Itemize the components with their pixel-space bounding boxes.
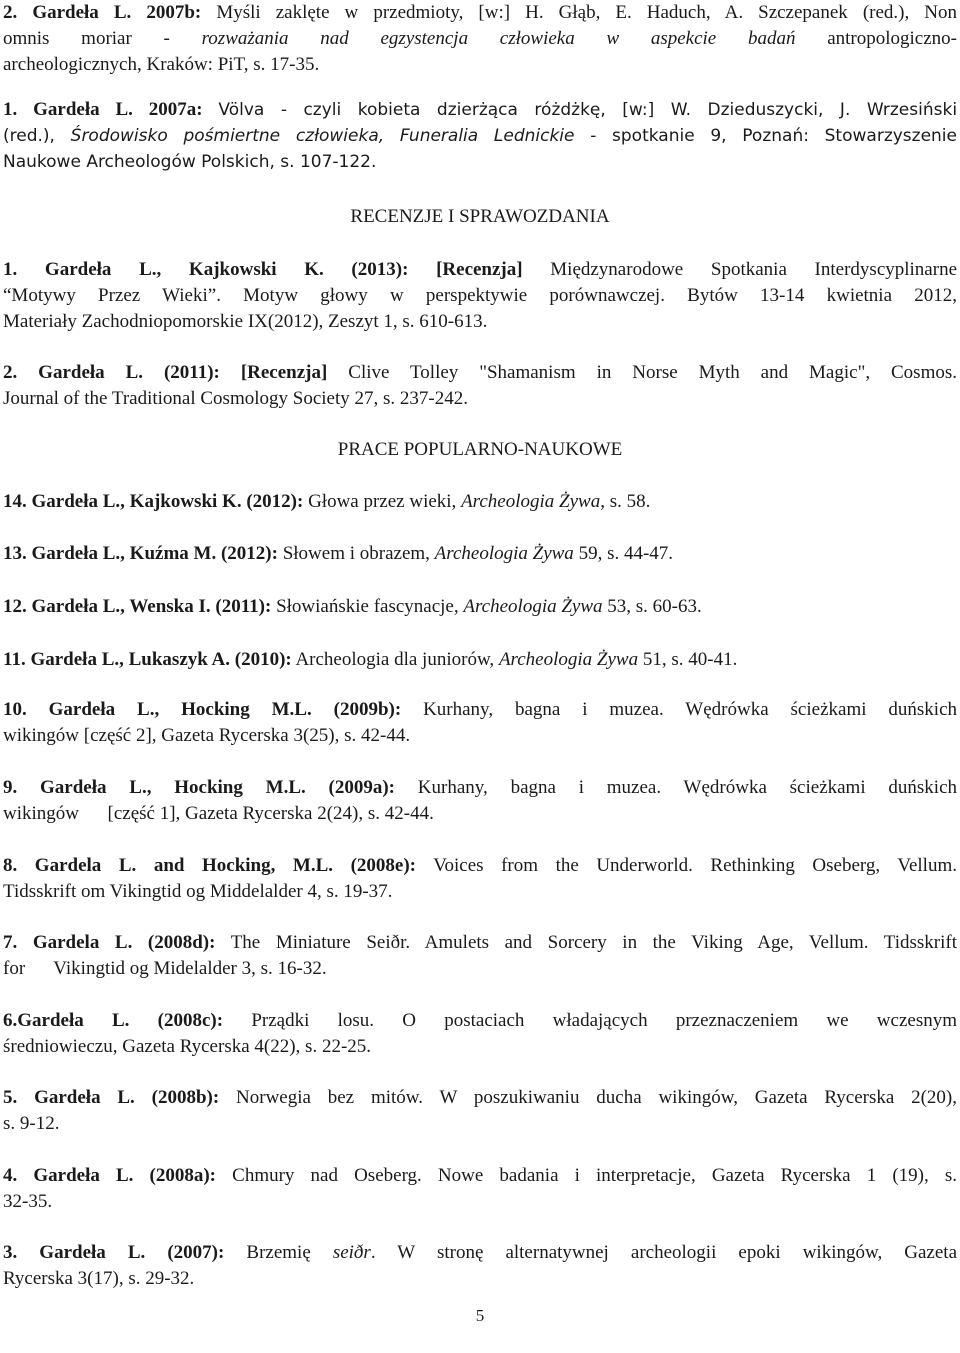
entry-number: 2. <box>3 2 18 23</box>
entry-text: s. 9-12. <box>3 1113 60 1134</box>
entry-author: 5. Gardeła L. (2008b): <box>3 1087 220 1108</box>
entry-text: wikingów [część 1], Gazeta Rycerska 2(24), s. 42-44. <box>3 803 434 824</box>
review-entry <box>3 360 957 412</box>
entry-text: 51, s. 40-41. <box>642 649 738 670</box>
entry-line <box>3 1163 957 1189</box>
entry-text: Völva - czyli kobieta dzierżąca różdżkę, [w:] W. Dzieduszycki, J. Wrzesiński <box>218 100 958 120</box>
entry-text: Słowiańskie fascynacje, <box>276 596 459 617</box>
publication-entry <box>3 0 957 78</box>
popular-entry <box>3 930 957 982</box>
entry-text: omnis moriar - <box>3 28 170 49</box>
entry-line <box>3 541 957 567</box>
entry-text: . W stronę alternatywnej archeologii epoki wikingów, Gazeta <box>370 1242 958 1263</box>
entry-line <box>3 149 957 175</box>
entry-author: 13. Gardeła L., Kuźma M. (2012): <box>3 543 278 564</box>
entry-line <box>3 956 957 982</box>
entry-author: 12. Gardeła L., Wenska I. (2011): <box>3 596 272 617</box>
entry-text: 32-35. <box>3 1191 53 1212</box>
entry-line <box>3 647 957 673</box>
popular-entry <box>3 697 957 749</box>
entry-line <box>3 1266 957 1292</box>
entry-text: Materiały Zachodniopomorskie IX(2012), Zeszyt 1, s. 610-613. <box>3 311 488 332</box>
entry-italic-title: rozważania nad egzystencja człowieka w aspekcie badań <box>201 28 796 49</box>
entry-line <box>3 257 957 283</box>
entry-text: Naukowe Archeologów Polskich, s. 107-122. <box>3 152 377 172</box>
publication-entry <box>3 97 957 175</box>
entry-italic-title: seiðr <box>332 1242 371 1263</box>
entry-text: 53, s. 60-63. <box>607 596 702 617</box>
entry-author: 3. Gardeła L. (2007): <box>3 1242 225 1263</box>
entry-line <box>3 879 957 905</box>
entry-text: Głowa przez wieki, <box>308 491 457 512</box>
entry-italic-title: Archeologia Żywa <box>463 596 603 617</box>
entry-text: wikingów [część 2], Gazeta Rycerska 3(25), s. 42-44. <box>3 725 411 746</box>
entry-text: Chmury nad Oseberg. Nowe badania i interpretacje, Gazeta Rycerska 1 (19), s. <box>232 1165 958 1186</box>
popular-entry <box>3 1085 957 1137</box>
entry-italic-title: Środowisko pośmiertne człowieka, Funeralia Lednickie <box>70 126 575 146</box>
entry-italic-title: Archeologia Żywa <box>461 491 601 512</box>
entry-author: Gardeła L. <box>32 2 132 23</box>
section-heading-popular: PRACE POPULARNO-NAUKOWE <box>337 439 623 460</box>
entry-text: Brzemię <box>246 1242 311 1263</box>
entry-text: “Motywy Przez Wieki”. Motyw głowy w perspektywie porównawczej. Bytów 13-14 kwietnia 2012, <box>3 285 957 306</box>
entry-line <box>3 283 957 309</box>
entry-text: archeologicznych, Kraków: PiT, s. 17-35. <box>3 54 320 75</box>
entry-number: 1. <box>3 99 18 120</box>
entry-text: Prządki losu. O postaciach władających przeznaczeniem we wczesnym <box>251 1010 958 1031</box>
entry-line <box>3 1034 957 1060</box>
entry-year: 2007a: <box>148 99 203 120</box>
popular-entry <box>3 1008 957 1060</box>
entry-text: Kurhany, bagna i muzea. Wędrówka ścieżkami duńskich <box>417 777 957 798</box>
entry-text: Międzynarodowe Spotkania Interdyscyplinarne <box>550 259 957 280</box>
entry-italic-title: Archeologia Żywa <box>498 649 639 670</box>
entry-text: Słowem i obrazem, <box>282 543 430 564</box>
entry-author: Gardeła L. <box>33 99 133 120</box>
entry-author: 10. Gardeła L., Hocking M.L. (2009b): <box>3 699 402 720</box>
entry-line <box>3 1189 957 1215</box>
entry-text: Myśli zaklęte w przedmioty, [w:] H. Głąb, E. Haduch, A. Szczepanek (red.), Non <box>216 2 958 23</box>
popular-entry <box>3 1240 957 1292</box>
entry-line <box>3 489 957 515</box>
entry-line <box>3 1111 957 1137</box>
entry-text: - spotkanie 9, Poznań: Stowarzyszenie <box>590 126 957 146</box>
entry-text: The Miniature Seiðr. Amulets and Sorcery in the Viking Age, Vellum. Tidsskrift <box>230 932 957 953</box>
popular-entry <box>3 594 957 620</box>
entry-line <box>3 97 957 123</box>
entry-line <box>3 360 957 386</box>
entry-text: średniowieczu, Gazeta Rycerska 4(22), s. 22-25. <box>3 1036 372 1057</box>
entry-line <box>3 1085 957 1111</box>
popular-entry <box>3 541 957 567</box>
entry-line <box>3 0 957 26</box>
entry-line <box>3 1240 957 1266</box>
page-number: 5 <box>475 1306 485 1325</box>
review-entry <box>3 257 957 335</box>
entry-text: for Vikingtid og Midelalder 3, s. 16-32. <box>3 958 327 979</box>
entry-text: (red.), <box>3 126 55 146</box>
entry-author: 4. Gardeła L. (2008a): <box>3 1165 217 1186</box>
popular-entry <box>3 1163 957 1215</box>
entry-line <box>3 801 957 827</box>
entry-line <box>3 697 957 723</box>
entry-text: antropologiczno- <box>827 28 957 49</box>
entry-line <box>3 723 957 749</box>
popular-entry <box>3 853 957 905</box>
entry-line <box>3 52 957 78</box>
entry-author: 2. Gardeła L. (2011): [Recenzja] <box>3 362 328 383</box>
entry-text: 59, s. 44-47. <box>578 543 674 564</box>
section-heading-reviews: RECENZJE I SPRAWOZDANIA <box>350 206 610 227</box>
entry-text: Journal of the Traditional Cosmology Society 27, s. 237-242. <box>3 388 468 409</box>
entry-author: 6.Gardeła L. (2008c): <box>3 1010 224 1031</box>
entry-line <box>3 309 957 335</box>
entry-line <box>3 26 957 52</box>
popular-entry <box>3 775 957 827</box>
entry-text: Clive Tolley "Shamanism in Norse Myth and Magic", Cosmos. <box>348 362 958 383</box>
entry-author: 9. Gardeła L., Hocking M.L. (2009a): <box>3 777 396 798</box>
entry-line <box>3 386 957 412</box>
entry-year: 2007b: <box>146 2 202 23</box>
entry-text: Norwegia bez mitów. W poszukiwaniu ducha wikingów, Gazeta Rycerska 2(20), <box>236 1087 958 1108</box>
entry-line <box>3 853 957 879</box>
entry-author: 11. Gardeła L., Lukaszyk A. (2010): <box>3 649 292 670</box>
popular-entry <box>3 489 957 515</box>
entry-text: Rycerska 3(17), s. 29-32. <box>3 1268 195 1289</box>
entry-text: Tidsskrift om Vikingtid og Middelalder 4, s. 19-37. <box>3 881 393 902</box>
entry-line <box>3 594 957 620</box>
entry-text: , s. 58. <box>600 491 651 512</box>
entry-author: 7. Gardela L. (2008d): <box>3 932 216 953</box>
entry-text: Archeologia dla juniorów, <box>295 649 495 670</box>
entry-line <box>3 930 957 956</box>
popular-entry <box>3 647 957 673</box>
entry-line <box>3 775 957 801</box>
entry-text: Voices from the Underworld. Rethinking Oseberg, Vellum. <box>433 855 957 876</box>
entry-line <box>3 123 957 149</box>
entry-author: 1. Gardeła L., Kajkowski K. (2013): [Recenzja] <box>3 259 523 280</box>
entry-text: Kurhany, bagna i muzea. Wędrówka ścieżkami duńskich <box>423 699 957 720</box>
entry-line <box>3 1008 957 1034</box>
entry-italic-title: Archeologia Żywa <box>434 543 574 564</box>
entry-author: 8. Gardela L. and Hocking, M.L. (2008e): <box>3 855 416 876</box>
entry-author: 14. Gardeła L., Kajkowski K. (2012): <box>3 491 304 512</box>
